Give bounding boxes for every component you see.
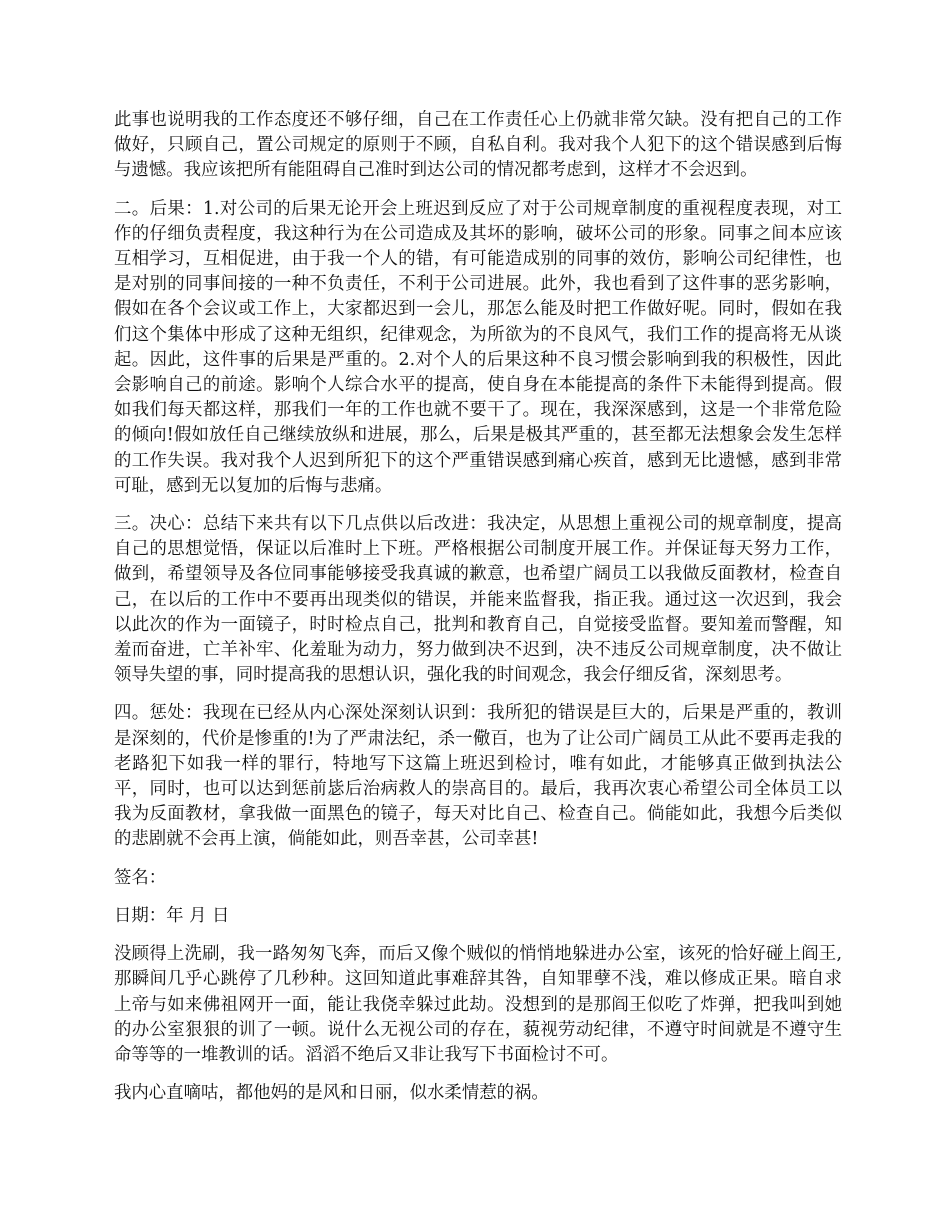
paragraph-closing: 我内心直嘀咕，都他妈的是风和日丽，似水柔情惹的祸。: [114, 1083, 549, 1104]
paragraph-punishment: 四。惩处：我现在已经从内心深处深刻认识到：我所犯的错误是巨大的，后果是严重的，教训是深刻的，代价是惨重的!为了严肃法纪，杀一儆百，也为了让公司广阔员工从此不要再走我的老路犯下如我一样的罪行，特地写下这篇上班迟到检讨，唯有如此，才能够真正做到执法公平，同时，也可以达到惩前毖后治病救人的崇高目的。最后，我再次衷心希望公司全体员工以我为反面教材，拿我做一面黑色的镜子，每天对比自己、检查自己。倘能如此，我想今后类似的悲剧就不会再上演，倘能如此，则吾幸甚，公司幸甚!: [114, 703, 842, 850]
paragraph-resolution: 三。决心：总结下来共有以下几点供以后改进：我决定，从思想上重视公司的规章制度，提高自己的思想觉悟，保证以后准时上下班。严格根据公司制度开展工作。并保证每天努力工作，做到，希望领导及各位同事能够接受我真诚的歉意，也希望广阔员工以我做反面教材，检查自己，在以后的工作中不要再出现类似的错误，并能来监督我，指正我。通过这一次迟到，我会以此次的作为一面镜子，时时检点自己，批判和教育自己，自觉接受监督。要知羞而警醒，知羞而奋进，亡羊补牢、化羞耻为动力，努力做到决不迟到，决不违反公司规章制度，决不做让领导失望的事，同时提高我的思想认识，强化我的时间观念，我会仔细反省，深刻思考。: [114, 514, 842, 686]
paragraph-story: 没顾得上洗刷，我一路匆匆飞奔，而后又像个贼似的悄悄地躲进办公室，该死的恰好碰上阎王,那瞬间几乎心跳停了几秒种。这回知道此事难辞其咎，自知罪孽不浅，难以修成正果。暗自求上帝与如来佛祖网开一面，能让我侥幸躲过此劫。没想到的是那阎王似吃了炸弹，把我叫到她的办公室狠狠的训了一顿。说什么无视公司的存在，藐视劳动纪律，不遵守时间就是不遵守生命等等的一堆教训的话。滔滔不绝后又非让我写下书面检讨不可。: [114, 944, 842, 1065]
date-line: 日期：年 月 日: [114, 905, 230, 926]
document-body: [114, 108, 842, 1119]
signature-line: 签名：: [114, 867, 167, 888]
paragraph-attitude: 此事也说明我的工作态度还不够仔细，自己在工作责任心上仍就非常欠缺。没有把自己的工作做好，只顾自己，置公司规定的原则于不顾，自私自利。我对我个人犯下的这个错误感到后悔与遗憾。我应该把所有能阻碍自己准时到达公司的情况都考虑到，这样才不会迟到。: [114, 110, 842, 181]
paragraph-consequences: 二。后果：1.对公司的后果无论开会上班迟到反应了对于公司规章制度的重视程度表现，对工作的仔细负责程度，我这种行为在公司造成及其坏的影响，破坏公司的形象。同事之间本应该互相学习，互相促进，由于我一个人的错，有可能造成别的同事的效仿，影响公司纪律性，也是对别的同事间接的一种不负责任，不利于公司进展。此外，我也看到了这件事的恶劣影响，假如在各个会议或工作上，大家都迟到一会儿，那怎么能及时把工作做好呢。同时，假如在我们这个集体中形成了这种无组织，纪律观念，为所欲为的不良风气，我们工作的提高将无从谈起。因此，这件事的后果是严重的。2.对个人的后果这种不良习惯会影响到我的积极性，因此会影响自己的前途。影响个人综合水平的提高，使自身在本能提高的条件下未能得到提高。假如我们每天都这样，那我们一年的工作也就不要干了。现在，我深深感到，这是一个非常危险的倾向!假如放任自己继续放纵和进展，那么，后果是极其严重的，甚至都无法想象会发生怎样的工作失误。我对我个人迟到所犯下的这个严重错误感到痛心疾首，感到无比遗憾，感到非常可耻，感到无以复加的后悔与悲痛。: [114, 198, 842, 496]
